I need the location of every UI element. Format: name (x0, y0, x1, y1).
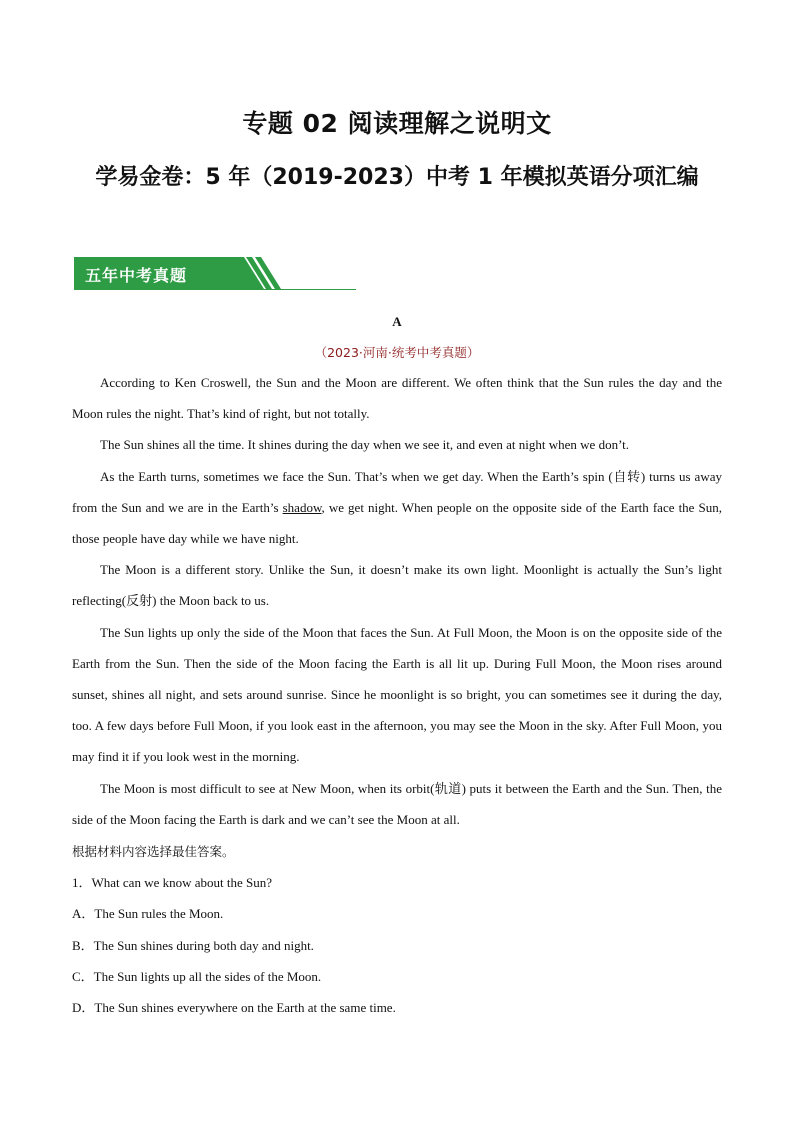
question-instruction: 根据材料内容选择最佳答案。 (72, 844, 235, 859)
reading-passage (72, 367, 722, 835)
banner-label: 五年中考真题 (85, 266, 188, 285)
paragraph-2: The Sun shines all the time. It shines during the day when we see it, and even at night when we don’t. (100, 437, 630, 453)
question-block (72, 836, 722, 1023)
document-title: 专题 02 阅读理解之说明文 (242, 109, 552, 138)
paragraph-3-part-a: As the Earth turns, sometimes we face the Sun. That’s when we get day. When the Earth’s spin (自转) turns us away from the Sun and we are in the Earth’s (72, 468, 722, 515)
banner-stripes-icon (224, 257, 284, 290)
paragraph-6: The Moon is most difficult to see at New Moon, when its orbit(轨道) puts it between the Earth and the Sun. Then, the side of the Moon facing the Earth is dark and we can’t see the Moon at all. (72, 780, 722, 827)
question-1: 1．What can we know about the Sun? (72, 875, 273, 891)
section-banner (74, 257, 356, 291)
option-d: D．The Sun shines everywhere on the Earth at the same time. (72, 1000, 396, 1016)
document-subtitle: 学易金卷：5 年（2019-2023）中考 1 年模拟英语分项汇编 (95, 165, 699, 190)
paragraph-1: According to Ken Croswell, the Sun and the Moon are different. We often think that the Sun rules the day and the Moon rules the night. That’s kind of right, but not totally. (72, 375, 722, 422)
underlined-word: shadow (282, 499, 322, 515)
option-c: C．The Sun lights up all the sides of the Moon. (72, 968, 322, 984)
passage-source: （2023·河南·统考中考真题） (314, 345, 480, 360)
option-b: B．The Sun shines during both day and night. (72, 937, 314, 953)
passage-letter: A (392, 314, 402, 329)
paragraph-3-part-b: , we get night. When people on the opposite side of the Earth face the Sun, those people have day while we have night. (72, 499, 722, 547)
paragraph-4: The Moon is a different story. Unlike the Sun, it doesn’t make its own light. Moonlight is actually the Sun’s light reflecting(反射) the Moon back to us. (72, 562, 722, 609)
paragraph-3 (72, 461, 722, 555)
option-a: A．The Sun rules the Moon. (72, 906, 224, 922)
banner-underline (74, 289, 356, 290)
paragraph-5: The Sun lights up only the side of the Moon that faces the Sun. At Full Moon, the Moon is on the opposite side of the Earth from the Sun. Then the side of the Moon facing the Earth is all lit up. During Full Moon, the Moon rises around sunset, shines all night, and sets around sunrise. Since he moonlight is so bright, you can sometimes see it during the day, too. A few days before Full Moon, if you look east in the afternoon, you may see the Moon in the sky. After Full Moon, you may find it if you look west in the morning. (72, 624, 722, 765)
